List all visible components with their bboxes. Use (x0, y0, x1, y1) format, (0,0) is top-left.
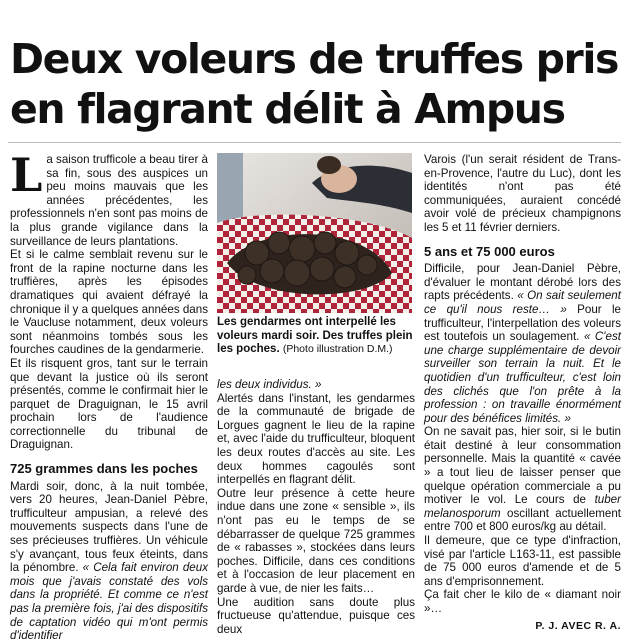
paragraph: Une audition sans doute plus fructueuse qu'attendue, puisque ces deux (217, 595, 415, 636)
column-2 (217, 378, 415, 636)
photo-caption (217, 316, 414, 357)
paragraph: Il demeure, que ce type d'infraction, visé par l'article L163-11, est passible de 75 000 euros d'amende et de 5 ans d'emprisonnement. (424, 534, 621, 588)
headline-rule (8, 142, 621, 143)
subheading-725: 725 grammes dans les poches (10, 461, 198, 477)
paragraph: Difficile, pour Jean-Daniel Pèbre, d'évaluer le montant dérobé lors des rapts précédents. « On sait seulement ce qu'il nous reste… » Pour le trufficulteur, l'interpellation des voleurs est toutefois un soulagement. « C'est une charge supplémentaire de devoir surveiller son terrain la nuit. Et le quotidien d'un trufficulteur, c'est loin des clichés que l'on prête à la profession : on travaille énormément pour des bénéfices limités. » (424, 262, 621, 425)
headline (10, 34, 622, 134)
drop-cap: L (10, 148, 43, 202)
caption-text: Les gendarmes ont interpellé les voleurs mardi soir. Des truffes plein les poches. (217, 316, 413, 355)
paragraph: Mardi soir, donc, à la nuit tombée, vers 20 heures, Jean-Daniel Pèbre, trufficulteur ampusian, a relevé des mouvements suspects dans l'une de ses précieuses truffières. Un véhicule s'y avançant, tous feux éteints, dans la pénombre. « Cela fait environ deux mois que j'avais constaté des vols dans la propriété. Et comme ce n'est pas la première fois, j'ai des dispositifs de captation vidéo qui m'ont permis d'identifier (10, 479, 209, 643)
paragraph: Varois (l'un serait résident de Trans-en-Provence, l'autre du Luc), dont les identités n'ont pas été communiquées, auraient concédé avoir volé de précieux champignons les 5 et 11 février derniers. (424, 153, 621, 234)
intro-paragraph: La saison trufficole a beau tirer à sa fin, sous des auspices un peu moins mauvais que les années précédentes, les professionnels n'en sont pas moins de la plus grande vigilance dans la surveillance de leurs plantations. (10, 148, 208, 248)
headline-line-1: Deux voleurs de truffes pris (10, 35, 619, 83)
photo-credit: (Photo illustration D.M.) (282, 343, 393, 355)
truffle-photo (217, 153, 412, 313)
paragraph: Et ils risquent gros, tant sur le terrain que devant la justice où ils seront présentés, comme le confirmait hier le parquet de Draguignan, le 15 avril prochain lors de l'audience correctionnelle du tribunal de Draguignan. (10, 356, 208, 452)
paragraph: Ça fait cher le kilo de « diamant noir »… (424, 588, 621, 615)
signature: P. J. AVEC R. A. (535, 619, 621, 632)
column-1 (10, 148, 209, 643)
paragraph: Alertés dans l'instant, les gendarmes de la communauté de brigade de Lorgues gagnent le lieu de la rapine et, avec l'aide du trufficulteur, bloquent les deux routes d'accès au site. Les deux hommes cagoulés sont interpellés en flagrant délit. (217, 391, 415, 487)
paragraph: On ne savait pas, hier soir, si le butin était destiné à leur consommation personnelle. Mais la quantité « cavée » a tout lieu de laisser penser que quelque opération commerciale a pu motiver le vol. Le cours de tuber melanosporum oscillant actuellement entre 700 et 800 euros/kg au détail. (424, 425, 621, 534)
truffle-illustration (217, 153, 412, 313)
quote-end: les deux individus. » (217, 378, 322, 391)
paragraph: Et si le calme semblait revenu sur le front de la rapine nocturne dans les truffières, après les épisodes dramatiques qui avaient défrayé la chronique il y a quelques années dans le Vaucluse notamment, deux voleurs sont néanmoins tombés sous les fourches caudines de la gendarmerie. (10, 248, 208, 357)
paragraph: Outre leur présence à cette heure indue dans une zone « sensible », ils n'ont pas eu le temps de se débarrasser de quelque 725 grammes de « rabasses », stockées dans leurs poches. Difficile, dans ces conditions et à l'occasion de leur placement en garde à vue, de nier les faits… (217, 486, 415, 595)
subheading-5-ans: 5 ans et 75 000 euros (424, 243, 555, 259)
quote: « Cela fait environ deux mois que j'avais constaté des vols dans la propriété. Et comme ce n'est pas la première fois, j'ai des dispositifs de captation vidéo qui m'ont permis d'identifier (10, 561, 209, 643)
headline-line-2: en flagrant délit à Ampus (10, 85, 565, 133)
column-3 (424, 153, 621, 633)
